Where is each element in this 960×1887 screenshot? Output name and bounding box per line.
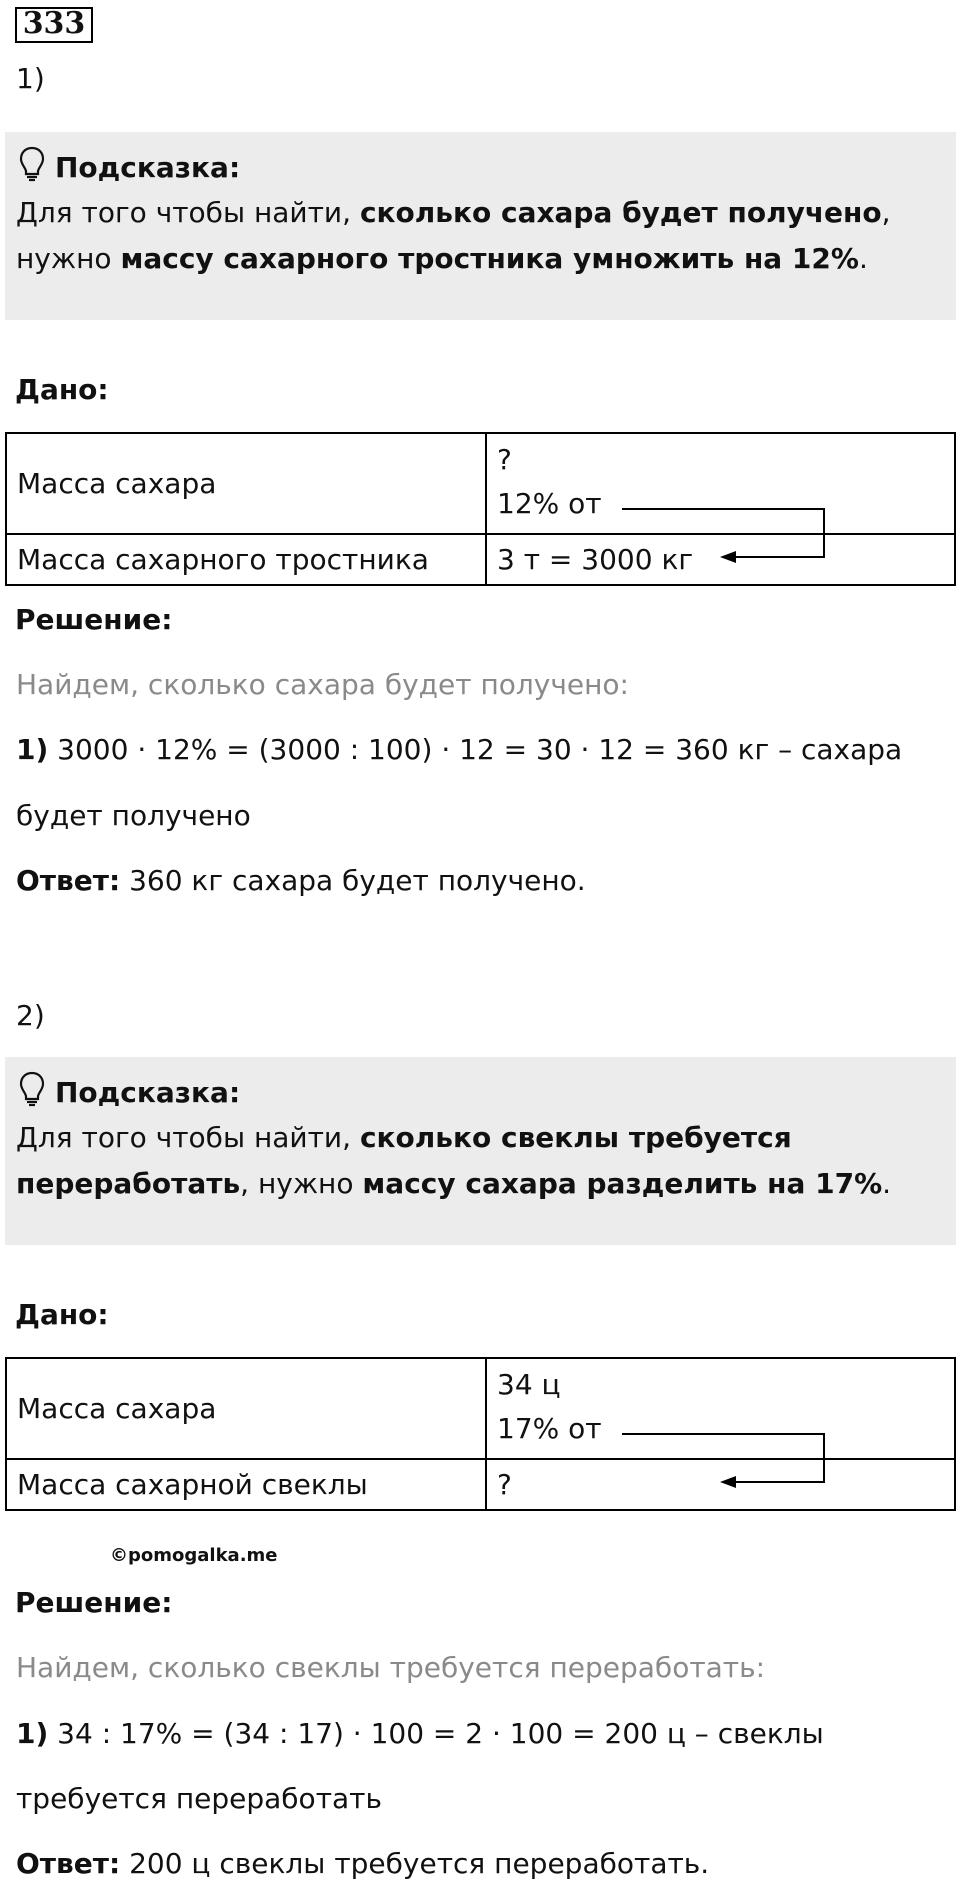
hint-box-1 <box>5 132 956 320</box>
hint-bold: переработать <box>16 1167 241 1200</box>
step-text: 34 : 17% = (34 : 17) · 100 = 2 · 100 = 200 ц – свеклы <box>48 1717 824 1750</box>
table-cell-value: 3 т = 3000 кг <box>486 534 955 585</box>
answer-text: 360 кг сахара будет получено. <box>120 864 586 897</box>
hint-text: , нужно <box>240 1167 363 1200</box>
hint-title-1 <box>19 146 240 189</box>
answer-1 <box>16 864 586 897</box>
hint-text: Для того чтобы найти, <box>16 196 360 229</box>
hint-text-1 <box>16 190 916 282</box>
value-percent: 17% от <box>497 1412 602 1445</box>
answer-label: Ответ: <box>16 1847 121 1880</box>
part-2-label: 2) <box>16 999 45 1032</box>
step-number: 1) <box>16 733 49 766</box>
hint-bold: сколько сахара будет получено <box>359 196 882 229</box>
hint-bold: сколько свеклы требуется <box>359 1121 792 1154</box>
solution-step-1 <box>16 733 902 766</box>
arrow-icon <box>600 495 840 567</box>
table-cell-label: Масса сахарного тростника <box>6 534 486 585</box>
lightbulb-icon <box>19 146 55 189</box>
hint-title-2 <box>19 1071 240 1114</box>
solution-step-2 <box>16 1717 824 1750</box>
part-1-label: 1) <box>16 62 45 95</box>
hint-text: . <box>858 242 868 275</box>
hint-text: Для того чтобы найти, <box>16 1121 360 1154</box>
value-known: 34 ц <box>497 1368 561 1401</box>
watermark: ©pomogalka.me <box>110 1545 278 1566</box>
value-unknown: ? <box>497 443 512 476</box>
hint-text: нужно <box>16 242 121 275</box>
answer-text: 200 ц свеклы требуется переработать. <box>120 1847 710 1880</box>
solution-intro-2: Найдем, сколько свеклы требуется переработать: <box>16 1651 766 1684</box>
table-cell-label: Масса сахарной свеклы <box>6 1459 486 1510</box>
arrow-icon <box>600 1420 840 1492</box>
solution-step-cont-2: требуется переработать <box>16 1782 382 1815</box>
value-percent: 12% от <box>497 487 602 520</box>
task-number: 333 <box>15 7 93 43</box>
given-label-2: Дано: <box>15 1298 109 1331</box>
lightbulb-icon <box>19 1071 55 1114</box>
answer-2 <box>16 1847 709 1880</box>
hint-title-text: Подсказка: <box>55 1076 241 1109</box>
solution-step-cont-1: будет получено <box>16 799 251 832</box>
table-cell-value: ? <box>486 1459 955 1510</box>
step-number: 1) <box>16 1717 49 1750</box>
solution-label-2: Решение: <box>15 1586 173 1619</box>
step-text: 3000 · 12% = (3000 : 100) · 12 = 30 · 12 = 360 кг – сахара <box>48 733 903 766</box>
hint-box-2 <box>5 1057 956 1245</box>
table-cell-label: Масса сахара <box>6 1358 486 1459</box>
solution-label-1: Решение: <box>15 603 173 636</box>
answer-label: Ответ: <box>16 864 121 897</box>
hint-text: . <box>882 1167 892 1200</box>
hint-text-2 <box>16 1115 916 1207</box>
table-cell-label: Масса сахара <box>6 433 486 534</box>
solution-intro-1: Найдем, сколько сахара будет получено: <box>16 668 629 701</box>
hint-bold: массу сахарного тростника умножить на 12% <box>120 242 859 275</box>
given-label-1: Дано: <box>15 373 109 406</box>
hint-title-text: Подсказка: <box>55 151 241 184</box>
hint-bold: массу сахара разделить на 17% <box>362 1167 883 1200</box>
hint-text: , <box>881 196 891 229</box>
